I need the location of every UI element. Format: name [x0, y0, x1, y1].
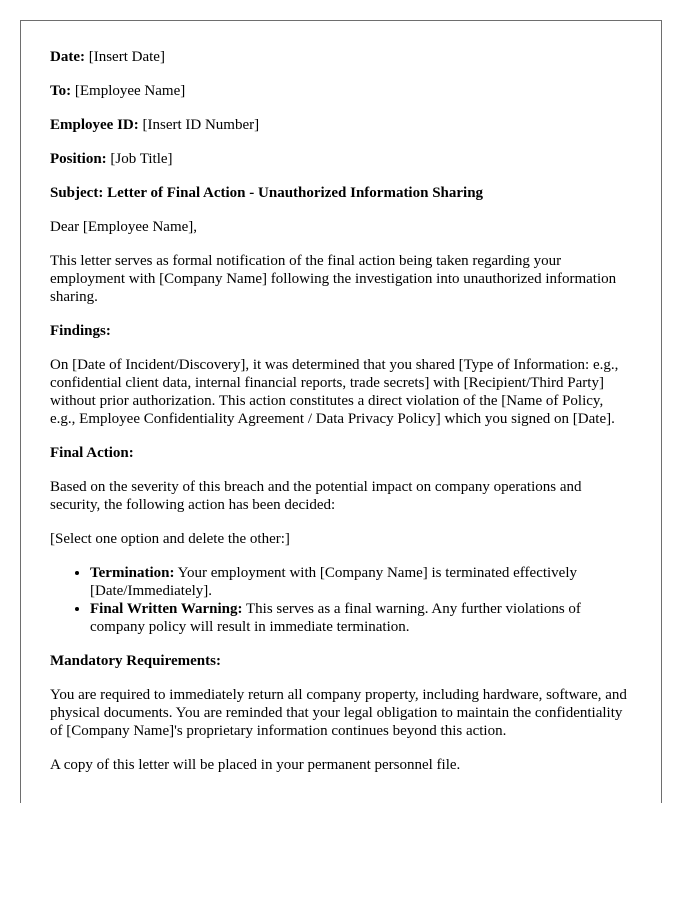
option-text: This serves as a final warning. Any further violations of company policy will result in immediate termination. — [90, 601, 581, 635]
mandatory-heading — [50, 652, 632, 670]
employee-id-label: Employee ID: — [50, 117, 139, 133]
final-action-heading-text: Final Action: — [50, 445, 134, 461]
intro-paragraph: This letter serves as formal notification of the final action being taken regarding your employment with [Company Name] following the investigation into unauthorized information sharing. — [50, 253, 617, 305]
copy-note: A copy of this letter will be placed in your permanent personnel file. — [50, 757, 461, 773]
option-label: Final Written Warning: — [90, 601, 243, 617]
to-line — [50, 82, 632, 100]
date-value: [Insert Date] — [84, 49, 165, 65]
position-value: [Job Title] — [106, 151, 173, 167]
letter-content — [21, 21, 661, 774]
final-action-paragraph: Based on the severity of this breach and the potential impact on company operations and security, the following action has been decided: — [50, 479, 582, 513]
select-option-note: [Select one option and delete the other:] — [50, 531, 290, 547]
list-item — [90, 600, 632, 636]
final-action-heading — [50, 444, 632, 462]
list-item — [90, 564, 632, 600]
date-line — [50, 48, 632, 66]
to-label: To: — [50, 83, 72, 99]
subject-text: Subject: Letter of Final Action - Unauthorized Information Sharing — [50, 185, 484, 201]
findings-heading — [50, 322, 632, 340]
to-value: [Employee Name] — [71, 83, 186, 99]
position-line — [50, 150, 632, 168]
subject-line — [50, 184, 632, 202]
findings-heading-text: Findings: — [50, 323, 111, 339]
salutation: Dear [Employee Name], — [50, 219, 198, 235]
option-text: Your employment with [Company Name] is terminated effectively [Date/Immediately]. — [90, 565, 578, 599]
employee-id-line — [50, 116, 632, 134]
mandatory-heading-text: Mandatory Requirements: — [50, 653, 221, 669]
position-label: Position: — [50, 151, 107, 167]
action-options-list — [50, 564, 632, 636]
option-label: Termination: — [90, 565, 175, 581]
letter-page — [20, 20, 662, 803]
employee-id-value: [Insert ID Number] — [138, 117, 260, 133]
mandatory-paragraph: You are required to immediately return all company property, including hardware, software, and physical documents. You are reminded that your legal obligation to maintain the confidentiality of [Company Name]'s proprietary information continues beyond this action. — [50, 687, 627, 739]
date-label: Date: — [50, 49, 85, 65]
findings-paragraph: On [Date of Incident/Discovery], it was determined that you shared [Type of Information: e.g., confidential client data, internal financial reports, trade secrets] with [Recipient/Third Party] without prior authorization. This action constitutes a direct violation of the [Name of Policy, e.g., Employee Confidentiality Agreement / Data Privacy Policy] which you signed on [Date]. — [50, 357, 619, 427]
